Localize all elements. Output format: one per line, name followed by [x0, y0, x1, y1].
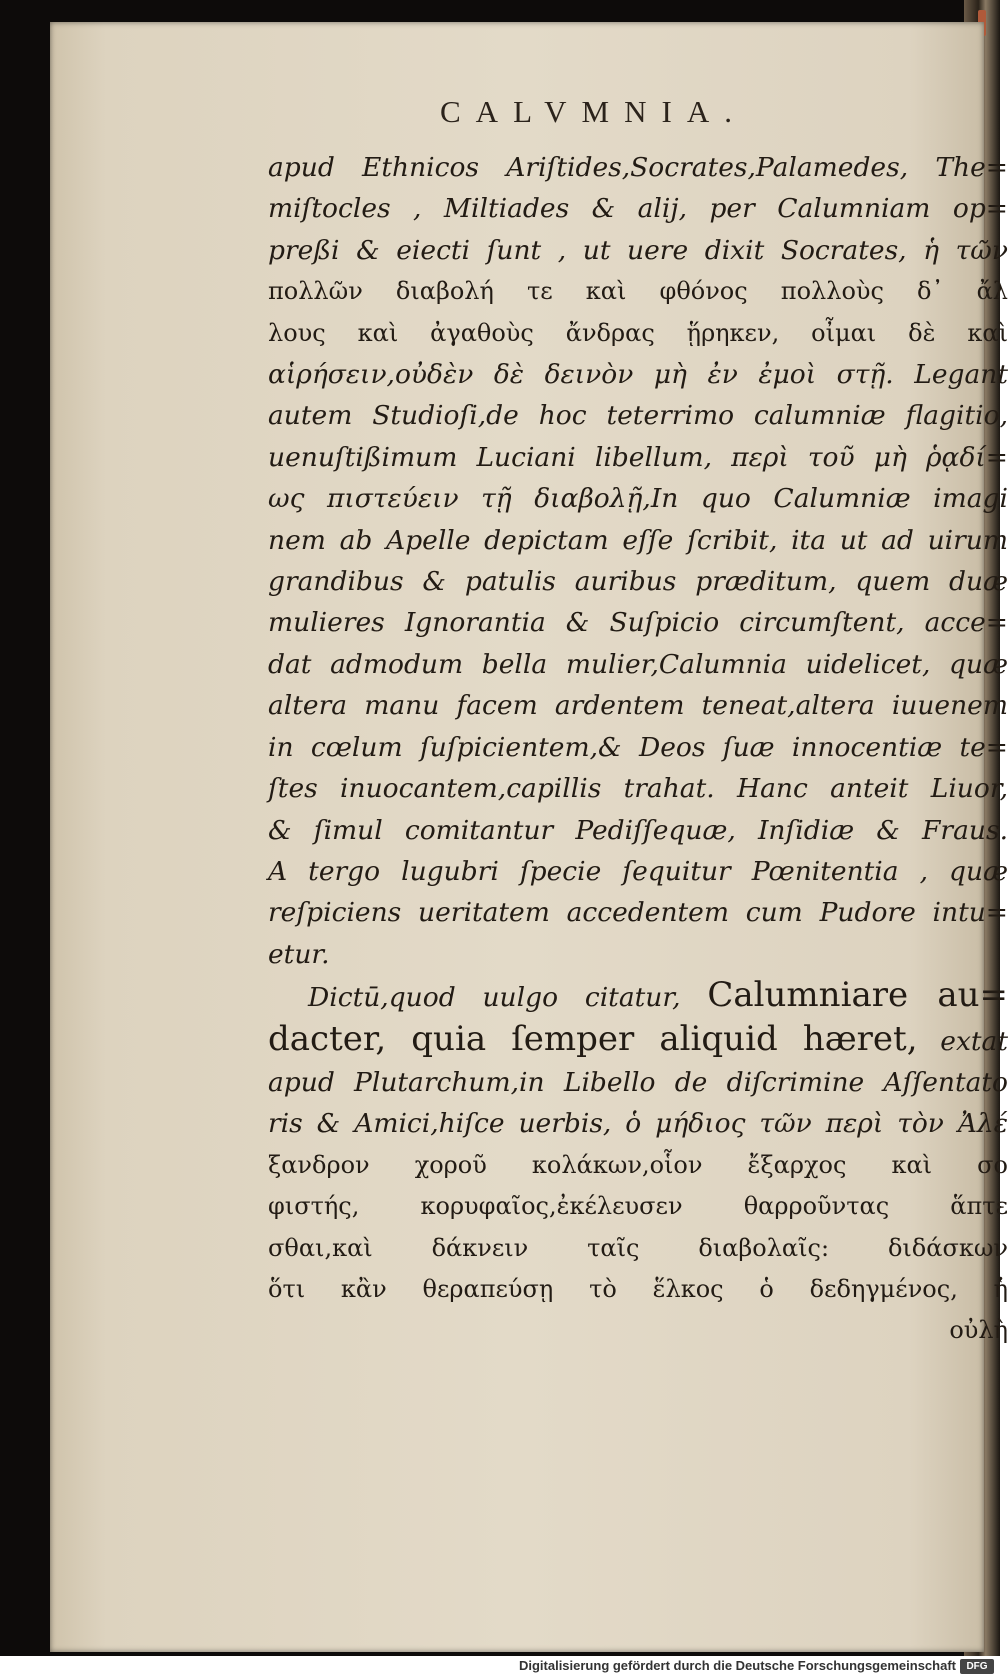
text-line-20: etur. [268, 938, 330, 970]
text-line-5: λους καὶ ἀγαθοὺς ἄνδρας ᾕρηκεν, οἶμαι δὲ καὶ [268, 318, 1008, 347]
text-line-2: miſtocles , Miltiades & alij, per Calumniam op= [268, 193, 1008, 225]
text-line-14: altera manu facem ardentem teneat,altera iuuenem [268, 690, 1008, 722]
footer-credit: Digitalisierung gefördert durch die Deutsche Forschungsgemeinschaft [518, 1658, 956, 1673]
text-line-7: autem Studioſi,de hoc teterrimo calumniæ flagitio, [268, 400, 1008, 432]
para2-line-8: ὅτι κἂν θεραπεύσῃ τὸ ἕλκος ὁ δεδηγμένος, ἡ [268, 1274, 1008, 1303]
text-line-10: nem ab Apelle depictam eſſe ſcribit, ita ut ad uirum [268, 524, 1008, 556]
para2-line-6: φιστής, κορυφαῖος,ἐκέλευσεν θαρροῦντας ἅπτε [268, 1192, 1008, 1221]
text-line-18: A tergo lugubri ſpecie ſequitur Pœnitentia , quæ [268, 855, 1008, 887]
text-line-1: apud Ethnicos Ariſtides,Socrates,Palamedes, The= [268, 152, 1008, 183]
running-head: CALVMNIA. [440, 94, 747, 129]
proverb-part-1: Calumniare au= [707, 975, 1008, 1016]
text-line-11: grandibus & patulis auribus præditum, quem duæ [268, 566, 1008, 598]
text-line-6: αἱρήσειν,οὐδὲν δὲ δεινὸν μὴ ἐν ἐμοὶ στῇ. Legant [268, 359, 1008, 391]
dfg-logo: DFG [960, 1659, 994, 1674]
proverb-part-2: dacter, quia ſemper aliquid hæret, [268, 1018, 918, 1059]
book-page [50, 22, 1008, 1652]
text-line-13: dat admodum bella mulier,Calumnia uidelicet, quæ [268, 648, 1008, 680]
text-line-19: reſpiciens ueritatem accedentem cum Pudore intu= [268, 897, 1008, 929]
catchword: οὐλὴ [949, 1316, 1008, 1345]
para2-intro: Dictū,quod uulgo citatur, [308, 982, 681, 1014]
text-line-3: preßi & eiecti ſunt , ut uere dixit Socrates, ἡ τῶν [268, 234, 1008, 266]
text-line-17: & ſimul comitantur Pediſſequæ, Inſidiæ & Fraus. [268, 814, 1008, 846]
para2-line-3: apud Plutarchum,in Libello de diſcrimine Aſſentato [268, 1066, 1008, 1098]
para2-line-1 [268, 975, 1008, 1018]
para2-line-7: σθαι,καὶ δάκνειν ταῖς διαβολαῖς: διδάσκων [268, 1233, 1008, 1262]
text-line-16: ſtes inuocantem,capillis trahat. Hanc anteit Liuor, [268, 773, 1008, 805]
text-line-12: mulieres Ignorantia & Suſpicio circumſtent, acce= [268, 607, 1008, 639]
para2-line-5: ξανδρον χοροῦ κολάκων,οἷον ἔξαρχος καὶ σο [268, 1150, 1008, 1179]
text-line-8: uenuſtißimum Luciani libellum, περὶ τοῦ μὴ ῥᾳδί= [268, 441, 1008, 473]
page-content [50, 22, 1008, 1652]
para2-extat: extat [940, 1025, 1008, 1057]
main-text [268, 147, 1008, 1352]
text-line-9: ως πιστεύειν τῇ διαβολῇ,In quo Calumniæ imagi [268, 483, 1008, 515]
para2-line-2 [268, 1019, 1008, 1062]
text-line-4: πολλῶν διαβολή τε καὶ φθόνος πολλοὺς δ᾽ ἄλ [268, 277, 1008, 306]
text-line-15: in cœlum ſuſpicientem,& Deos ſuæ innocentiæ te= [268, 731, 1008, 763]
para2-line-4: ris & Amici,hiſce uerbis, ὁ μήδιος τῶν περὶ τὸν Ἀλέ [268, 1108, 1008, 1140]
digitization-footer [0, 1656, 1000, 1678]
